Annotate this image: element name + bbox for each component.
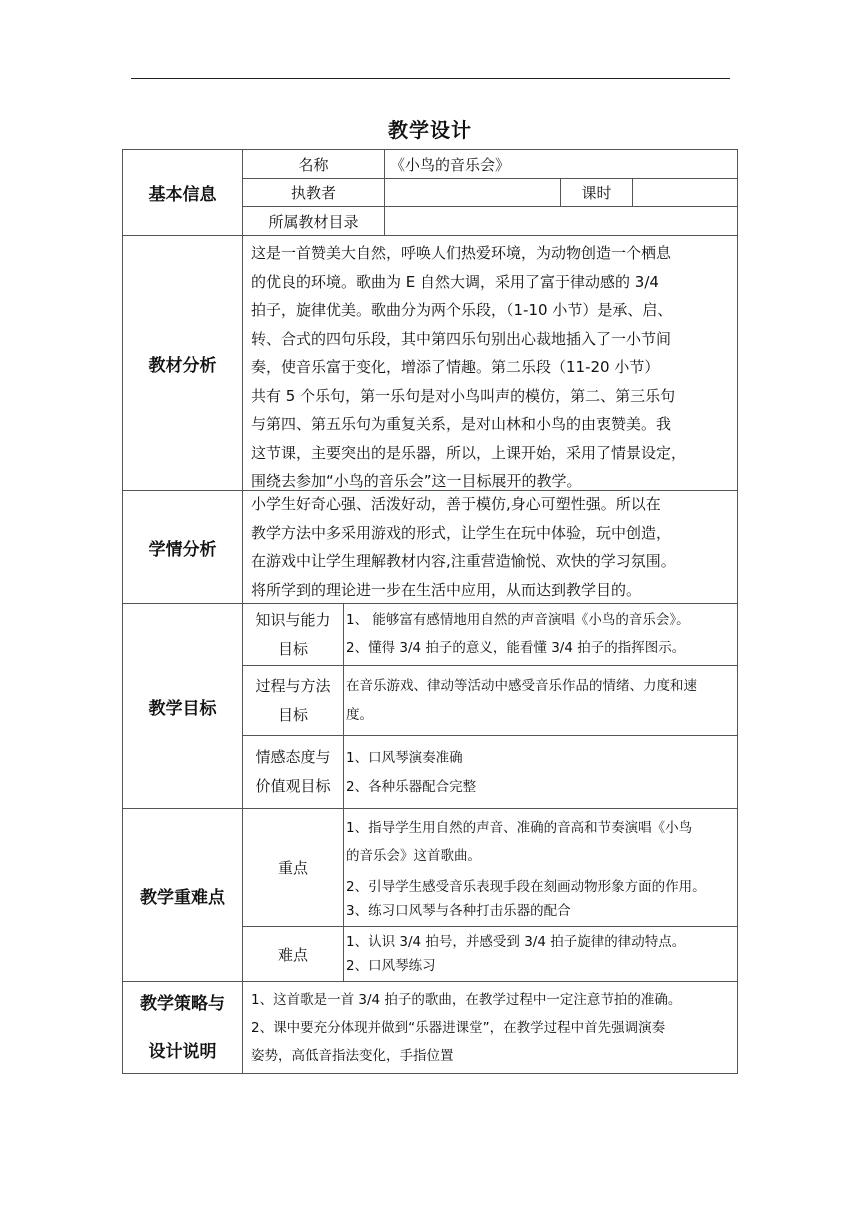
knowledge-goal-items: 1、 能够富有感情地用自然的声音演唱《小鸟的音乐会》。 2、懂得 3/4 拍子的意义，能看懂 3/4 拍子的指挥图示。 bbox=[346, 612, 690, 656]
key-points-label: 重点 bbox=[277, 859, 308, 877]
key-difficult-points-heading: 教学重难点 bbox=[140, 887, 225, 908]
document-title: 教学设计 bbox=[388, 118, 472, 142]
process-goal-label: 过程与方法 目标 bbox=[255, 676, 331, 724]
teacher-value bbox=[390, 179, 555, 206]
strategy-items: 1、这首歌是一首 3/4 拍子的歌曲，在教学过程中一定注意节拍的准确。 2、课中要充分体现并做到“乐器进课堂”，在教学过程中首先强调演奏 姿势，高低音指法变化，手指位置 bbox=[251, 992, 682, 1064]
learner-analysis-text: 小学生好奇心强、活泼好动，善于模仿,身心可塑性强。所以在 教学方法中多采用游戏的形式，让学生在玩中体验，玩中创造， 在游戏中让学生理解教材内容,注重营造愉悦、欢快的学习氛围。 将所学到的理论进一步在生活中应用，从而达到教学目的。 bbox=[251, 495, 676, 599]
basic-info-heading: 基本信息 bbox=[148, 185, 217, 205]
material-analysis-text: 这是一首赞美大自然，呼唤人们热爱环境，为动物创造一个栖息 的优良的环境。歌曲为 E 自然大调，采用了富于律动感的 3/4 拍子，旋律优美。歌曲分为两个乐段，（1-10 小节）是承、启、 转、合式的四句乐段，其中第四乐句别出心裁地插入了一小节间 奏，使音乐富于变化，增添了情趣。第二乐段（11-20 小节） 共有 5 个乐句，第一乐句是对小鸟叫声的模仿，第二、第三乐句 与第四、第五乐句为重复关系，是对山林和小鸟的由衷赞美。我 这节课，主要突出的是乐器，所以，上课开始，采用了情景设定， 围绕去参加“小鸟的音乐会”这一目标展开的教学。 bbox=[251, 244, 687, 490]
strategy-heading: 教学策略与 设计说明 bbox=[140, 993, 225, 1062]
difficult-points-label: 难点 bbox=[277, 945, 308, 964]
key-points-items: 1、指导学生用自然的声音、准确的音高和节奏演唱《小鸟 的音乐会》这首歌曲。 2、引导学生感受音乐表现手段在刻画动物形象方面的作用。 3、练习口风琴与各种打击乐器的配合 bbox=[346, 820, 706, 919]
difficult-points-items: 1、认识 3/4 拍号，并感受到 3/4 拍子旋律的律动特点。 2、口风琴练习 bbox=[346, 934, 686, 974]
period-value bbox=[637, 179, 732, 206]
process-goal-items: 在音乐游戏、律动等活动中感受音乐作品的情绪、力度和速 度。 bbox=[346, 678, 697, 723]
teacher-label: 执教者 bbox=[290, 184, 336, 202]
period-label: 课时 bbox=[581, 184, 612, 202]
attitude-goal-label: 情感态度与 价值观目标 bbox=[255, 748, 331, 795]
lesson-name-value: 《小鸟的音乐会》 bbox=[390, 155, 511, 174]
learner-analysis-heading: 学情分析 bbox=[148, 539, 217, 560]
knowledge-goal-label: 知识与能力 目标 bbox=[255, 610, 331, 658]
catalog-value bbox=[390, 207, 730, 235]
teaching-goals-heading: 教学目标 bbox=[148, 698, 217, 719]
catalog-label: 所属教材目录 bbox=[268, 212, 359, 231]
header-rule bbox=[131, 78, 730, 79]
name-label: 名称 bbox=[298, 155, 329, 174]
material-analysis-heading: 教材分析 bbox=[148, 355, 217, 376]
attitude-goal-items: 1、口风琴演奏准确 2、各种乐器配合完整 bbox=[346, 750, 477, 795]
